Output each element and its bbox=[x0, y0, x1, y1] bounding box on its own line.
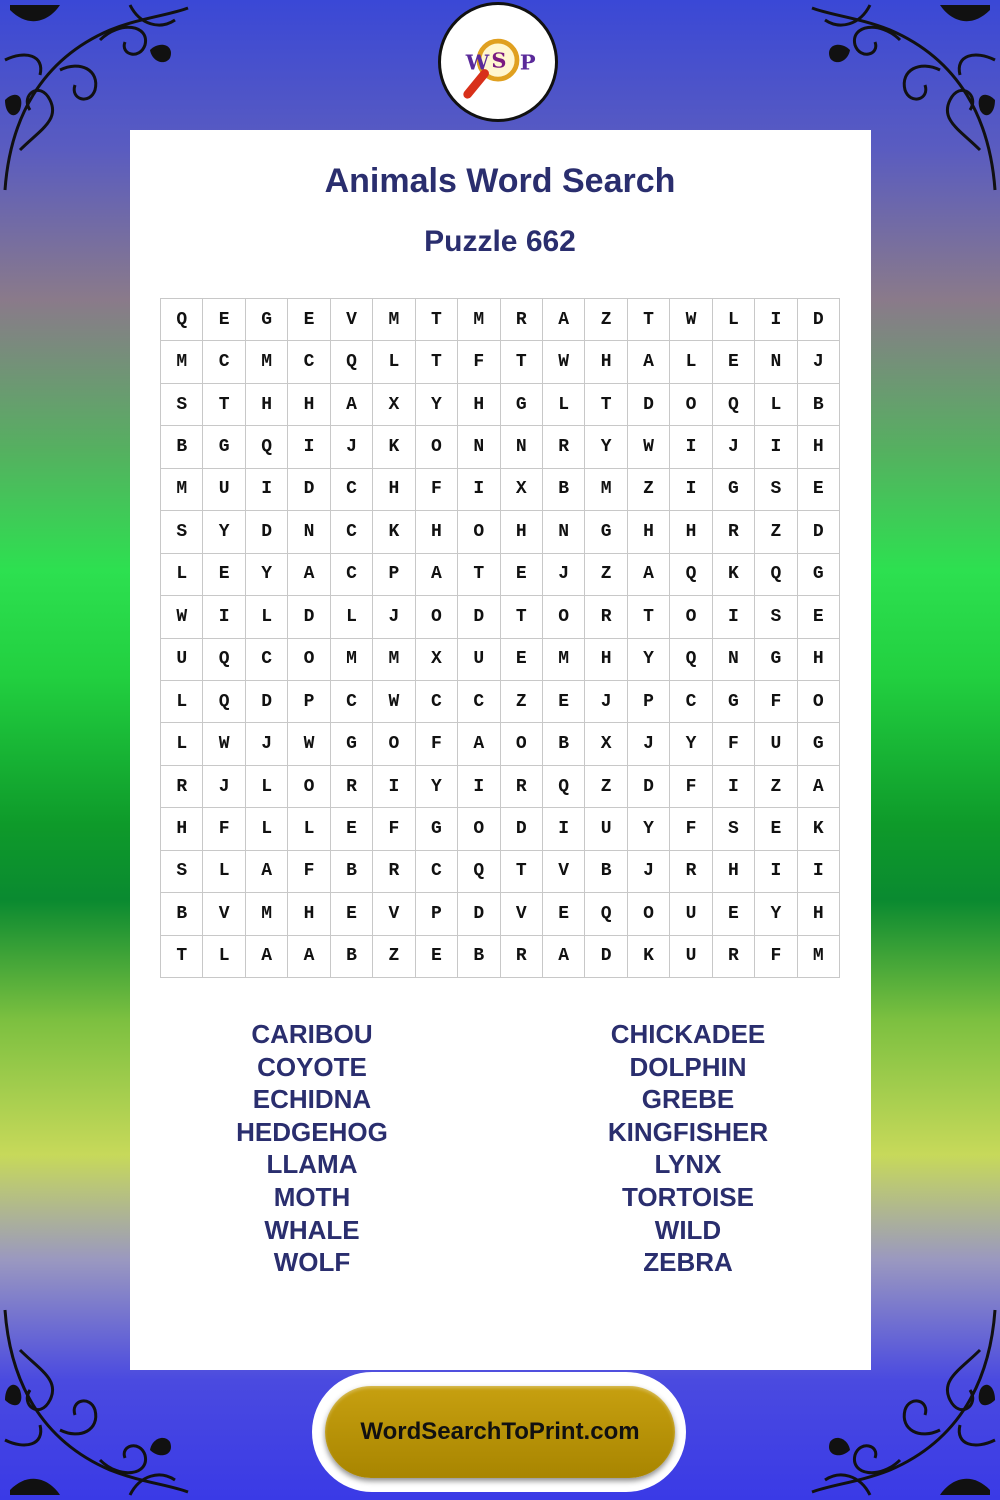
word-list-right bbox=[528, 1018, 848, 1279]
grid-cell[interactable]: G bbox=[585, 511, 627, 553]
grid-cell[interactable]: B bbox=[161, 426, 203, 468]
grid-cell[interactable]: I bbox=[713, 766, 755, 808]
word-list-item: WILD bbox=[654, 1214, 722, 1245]
grid-cell[interactable]: X bbox=[501, 469, 543, 511]
grid-cell[interactable]: D bbox=[628, 384, 670, 426]
grid-cell[interactable]: O bbox=[416, 426, 458, 468]
grid-cell[interactable]: Z bbox=[755, 766, 797, 808]
site-logo[interactable] bbox=[438, 2, 558, 122]
grid-cell[interactable]: H bbox=[798, 893, 840, 935]
grid-cell[interactable]: H bbox=[585, 639, 627, 681]
grid-cell[interactable]: Y bbox=[246, 554, 288, 596]
grid-cell[interactable]: G bbox=[501, 384, 543, 426]
grid-cell[interactable]: O bbox=[501, 723, 543, 765]
grid-cell[interactable]: Y bbox=[628, 639, 670, 681]
grid-cell[interactable]: B bbox=[543, 723, 585, 765]
grid-cell[interactable]: P bbox=[628, 681, 670, 723]
grid-cell[interactable]: V bbox=[373, 893, 415, 935]
grid-cell[interactable]: T bbox=[585, 384, 627, 426]
grid-cell[interactable]: R bbox=[501, 936, 543, 978]
grid-cell[interactable]: Q bbox=[755, 554, 797, 596]
grid-cell[interactable]: R bbox=[501, 299, 543, 341]
grid-cell[interactable]: A bbox=[628, 554, 670, 596]
grid-cell[interactable]: W bbox=[543, 341, 585, 383]
grid-cell[interactable]: H bbox=[288, 893, 330, 935]
grid-cell[interactable]: A bbox=[798, 766, 840, 808]
grid-cell[interactable]: F bbox=[416, 723, 458, 765]
grid-cell[interactable]: Y bbox=[628, 808, 670, 850]
grid-cell[interactable]: W bbox=[203, 723, 245, 765]
grid-cell[interactable]: M bbox=[246, 893, 288, 935]
grid-cell[interactable]: C bbox=[203, 341, 245, 383]
grid-cell[interactable]: C bbox=[331, 469, 373, 511]
grid-cell[interactable]: R bbox=[713, 511, 755, 553]
grid-cell[interactable]: M bbox=[585, 469, 627, 511]
logo-letter-s: S bbox=[491, 47, 507, 73]
grid-cell[interactable]: N bbox=[543, 511, 585, 553]
grid-cell[interactable]: E bbox=[713, 341, 755, 383]
grid-cell[interactable]: J bbox=[543, 554, 585, 596]
grid-cell[interactable]: D bbox=[246, 681, 288, 723]
grid-cell[interactable]: R bbox=[585, 596, 627, 638]
grid-cell[interactable]: W bbox=[161, 596, 203, 638]
grid-cell[interactable]: A bbox=[246, 936, 288, 978]
grid-cell[interactable]: D bbox=[798, 511, 840, 553]
grid-cell[interactable]: M bbox=[373, 299, 415, 341]
grid-cell[interactable]: E bbox=[288, 299, 330, 341]
grid-cell[interactable]: H bbox=[161, 808, 203, 850]
grid-cell[interactable]: O bbox=[458, 511, 500, 553]
grid-cell[interactable]: A bbox=[543, 936, 585, 978]
grid-cell[interactable]: G bbox=[755, 639, 797, 681]
logo-letter-p: P bbox=[519, 49, 536, 75]
grid-cell[interactable]: F bbox=[373, 808, 415, 850]
grid-cell[interactable]: E bbox=[416, 936, 458, 978]
grid-cell[interactable]: F bbox=[670, 766, 712, 808]
word-list-item: HEDGEHOG bbox=[236, 1116, 388, 1147]
grid-cell[interactable]: J bbox=[585, 681, 627, 723]
grid-cell[interactable]: Q bbox=[331, 341, 373, 383]
grid-cell[interactable]: X bbox=[373, 384, 415, 426]
grid-cell[interactable]: Y bbox=[416, 384, 458, 426]
grid-cell[interactable]: V bbox=[543, 851, 585, 893]
grid-cell[interactable]: L bbox=[713, 299, 755, 341]
grid-cell[interactable]: L bbox=[246, 596, 288, 638]
grid-cell[interactable]: S bbox=[161, 511, 203, 553]
grid-cell[interactable]: C bbox=[331, 681, 373, 723]
grid-cell[interactable]: R bbox=[713, 936, 755, 978]
word-list-item: WOLF bbox=[273, 1247, 351, 1278]
grid-cell[interactable]: H bbox=[246, 384, 288, 426]
grid-cell[interactable]: L bbox=[331, 596, 373, 638]
grid-cell[interactable]: S bbox=[755, 596, 797, 638]
grid-cell[interactable]: L bbox=[246, 808, 288, 850]
grid-cell[interactable]: Z bbox=[585, 299, 627, 341]
grid-cell[interactable]: E bbox=[543, 893, 585, 935]
grid-cell[interactable]: U bbox=[458, 639, 500, 681]
word-list-item: CHICKADEE bbox=[610, 1019, 766, 1049]
grid-cell[interactable]: E bbox=[331, 808, 373, 850]
word-list-item: LLAMA bbox=[266, 1149, 358, 1180]
grid-cell[interactable]: G bbox=[203, 426, 245, 468]
grid-cell[interactable]: F bbox=[713, 723, 755, 765]
grid-cell[interactable]: E bbox=[203, 299, 245, 341]
grid-cell[interactable]: R bbox=[543, 426, 585, 468]
grid-cell[interactable]: Z bbox=[373, 936, 415, 978]
grid-cell[interactable]: T bbox=[501, 596, 543, 638]
grid-cell[interactable]: J bbox=[203, 766, 245, 808]
grid-cell[interactable]: Y bbox=[755, 893, 797, 935]
grid-cell[interactable]: A bbox=[331, 384, 373, 426]
grid-cell[interactable]: J bbox=[628, 723, 670, 765]
grid-cell[interactable]: G bbox=[713, 469, 755, 511]
grid-cell[interactable]: G bbox=[416, 808, 458, 850]
grid-cell[interactable]: S bbox=[713, 808, 755, 850]
grid-cell[interactable]: Z bbox=[585, 554, 627, 596]
grid-cell[interactable]: F bbox=[288, 851, 330, 893]
grid-cell[interactable]: O bbox=[670, 596, 712, 638]
word-list-item: KINGFISHER bbox=[607, 1116, 769, 1147]
grid-cell[interactable]: L bbox=[288, 808, 330, 850]
grid-cell[interactable]: D bbox=[288, 596, 330, 638]
grid-cell[interactable]: J bbox=[628, 851, 670, 893]
grid-cell[interactable]: M bbox=[373, 639, 415, 681]
grid-cell[interactable]: L bbox=[755, 384, 797, 426]
grid-cell[interactable]: L bbox=[203, 851, 245, 893]
word-list-item: ZEBRA bbox=[643, 1247, 733, 1278]
grid-cell[interactable]: J bbox=[331, 426, 373, 468]
word-list-item: COYOTE bbox=[257, 1051, 367, 1082]
grid-cell[interactable]: Q bbox=[713, 384, 755, 426]
grid-cell[interactable]: E bbox=[203, 554, 245, 596]
grid-cell[interactable]: R bbox=[331, 766, 373, 808]
grid-cell[interactable]: G bbox=[331, 723, 373, 765]
grid-cell[interactable]: Y bbox=[585, 426, 627, 468]
grid-cell[interactable]: N bbox=[288, 511, 330, 553]
grid-cell[interactable]: M bbox=[246, 341, 288, 383]
grid-cell[interactable]: V bbox=[203, 893, 245, 935]
grid-cell[interactable]: D bbox=[585, 936, 627, 978]
grid-cell[interactable]: I bbox=[543, 808, 585, 850]
grid-cell[interactable]: L bbox=[161, 554, 203, 596]
grid-cell[interactable]: I bbox=[755, 426, 797, 468]
grid-cell[interactable]: T bbox=[628, 299, 670, 341]
grid-cell[interactable]: J bbox=[246, 723, 288, 765]
grid-cell[interactable]: L bbox=[246, 766, 288, 808]
grid-cell[interactable]: B bbox=[331, 936, 373, 978]
grid-cell[interactable]: Q bbox=[543, 766, 585, 808]
grid-cell[interactable]: K bbox=[373, 426, 415, 468]
grid-cell[interactable]: Y bbox=[203, 511, 245, 553]
grid-cell[interactable]: G bbox=[798, 554, 840, 596]
grid-cell[interactable]: R bbox=[373, 851, 415, 893]
grid-cell[interactable]: Q bbox=[203, 681, 245, 723]
grid-cell[interactable]: M bbox=[161, 341, 203, 383]
grid-cell[interactable]: T bbox=[416, 341, 458, 383]
grid-cell[interactable]: A bbox=[288, 554, 330, 596]
grid-cell[interactable]: T bbox=[628, 596, 670, 638]
word-list-item: DOLPHIN bbox=[629, 1051, 747, 1082]
grid-cell[interactable]: C bbox=[670, 681, 712, 723]
grid-cell[interactable]: H bbox=[670, 511, 712, 553]
grid-cell[interactable]: A bbox=[628, 341, 670, 383]
grid-cell[interactable]: M bbox=[161, 469, 203, 511]
logo-letter-w: W bbox=[465, 49, 490, 75]
word-list-item: MOTH bbox=[273, 1181, 351, 1212]
grid-cell[interactable]: D bbox=[798, 299, 840, 341]
grid-cell[interactable]: S bbox=[161, 384, 203, 426]
grid-cell[interactable]: F bbox=[755, 681, 797, 723]
grid-cell[interactable]: X bbox=[585, 723, 627, 765]
grid-cell[interactable]: N bbox=[501, 426, 543, 468]
grid-cell[interactable]: I bbox=[373, 766, 415, 808]
grid-cell[interactable]: E bbox=[713, 893, 755, 935]
grid-cell[interactable]: O bbox=[458, 808, 500, 850]
grid-cell[interactable]: H bbox=[798, 426, 840, 468]
grid-cell[interactable]: Z bbox=[501, 681, 543, 723]
grid-cell[interactable]: P bbox=[288, 681, 330, 723]
grid-cell[interactable]: E bbox=[798, 596, 840, 638]
grid-cell[interactable]: L bbox=[161, 723, 203, 765]
grid-cell[interactable]: C bbox=[458, 681, 500, 723]
grid-cell[interactable]: I bbox=[670, 469, 712, 511]
grid-cell[interactable]: Q bbox=[670, 639, 712, 681]
grid-cell[interactable]: C bbox=[416, 851, 458, 893]
grid-cell[interactable]: Q bbox=[670, 554, 712, 596]
grid-cell[interactable]: A bbox=[416, 554, 458, 596]
grid-cell[interactable]: C bbox=[288, 341, 330, 383]
grid-cell[interactable]: L bbox=[161, 681, 203, 723]
grid-cell[interactable]: D bbox=[501, 808, 543, 850]
grid-cell[interactable]: U bbox=[670, 936, 712, 978]
grid-cell[interactable]: L bbox=[543, 384, 585, 426]
grid-cell[interactable]: T bbox=[161, 936, 203, 978]
grid-cell[interactable]: X bbox=[416, 639, 458, 681]
grid-cell[interactable]: E bbox=[501, 554, 543, 596]
grid-cell[interactable]: L bbox=[203, 936, 245, 978]
grid-cell[interactable]: A bbox=[288, 936, 330, 978]
grid-cell[interactable]: B bbox=[331, 851, 373, 893]
grid-cell[interactable]: O bbox=[416, 596, 458, 638]
grid-cell[interactable]: C bbox=[416, 681, 458, 723]
footer-link-button[interactable] bbox=[325, 1386, 675, 1478]
grid-cell[interactable]: F bbox=[416, 469, 458, 511]
grid-cell[interactable]: H bbox=[713, 851, 755, 893]
grid-cell[interactable]: L bbox=[373, 341, 415, 383]
grid-cell[interactable]: R bbox=[161, 766, 203, 808]
grid-cell[interactable]: I bbox=[458, 469, 500, 511]
grid-cell[interactable]: G bbox=[246, 299, 288, 341]
grid-cell[interactable]: K bbox=[373, 511, 415, 553]
grid-cell[interactable]: T bbox=[501, 341, 543, 383]
grid-cell[interactable]: N bbox=[458, 426, 500, 468]
grid-cell[interactable]: S bbox=[755, 469, 797, 511]
grid-cell[interactable]: D bbox=[288, 469, 330, 511]
puzzle-number: Puzzle 662 bbox=[424, 225, 576, 258]
grid-cell[interactable]: M bbox=[331, 639, 373, 681]
grid-cell[interactable]: T bbox=[203, 384, 245, 426]
grid-cell[interactable]: F bbox=[755, 936, 797, 978]
word-list-left bbox=[152, 1018, 472, 1279]
grid-cell[interactable]: Q bbox=[585, 893, 627, 935]
grid-cell[interactable]: O bbox=[373, 723, 415, 765]
letter-grid bbox=[160, 298, 840, 978]
grid-cell[interactable]: W bbox=[628, 426, 670, 468]
grid-cell[interactable]: B bbox=[543, 469, 585, 511]
grid-cell[interactable]: J bbox=[713, 426, 755, 468]
grid-cell[interactable]: O bbox=[288, 766, 330, 808]
grid-cell[interactable]: Z bbox=[755, 511, 797, 553]
grid-cell[interactable]: U bbox=[161, 639, 203, 681]
grid-cell[interactable]: N bbox=[713, 639, 755, 681]
grid-cell[interactable]: P bbox=[373, 554, 415, 596]
grid-cell[interactable]: F bbox=[203, 808, 245, 850]
grid-cell[interactable]: D bbox=[458, 893, 500, 935]
grid-cell[interactable]: Y bbox=[416, 766, 458, 808]
grid-cell[interactable]: Q bbox=[246, 426, 288, 468]
grid-cell[interactable]: O bbox=[670, 384, 712, 426]
word-list-item: CARIBOU bbox=[251, 1019, 373, 1049]
grid-cell[interactable]: U bbox=[755, 723, 797, 765]
grid-cell[interactable]: Y bbox=[670, 723, 712, 765]
grid-cell[interactable]: O bbox=[628, 893, 670, 935]
grid-cell[interactable]: Z bbox=[628, 469, 670, 511]
grid-cell[interactable]: W bbox=[288, 723, 330, 765]
grid-cell[interactable]: C bbox=[246, 639, 288, 681]
grid-cell[interactable]: C bbox=[331, 554, 373, 596]
grid-cell[interactable]: W bbox=[670, 299, 712, 341]
grid-cell[interactable]: H bbox=[458, 384, 500, 426]
grid-cell[interactable]: D bbox=[458, 596, 500, 638]
word-list-item: LYNX bbox=[654, 1149, 722, 1180]
grid-cell[interactable]: F bbox=[458, 341, 500, 383]
grid-cell[interactable]: E bbox=[543, 681, 585, 723]
grid-cell[interactable]: T bbox=[501, 851, 543, 893]
grid-cell[interactable]: R bbox=[670, 851, 712, 893]
grid-cell[interactable]: B bbox=[161, 893, 203, 935]
magnifier-logo-icon bbox=[441, 5, 555, 119]
grid-cell[interactable]: G bbox=[713, 681, 755, 723]
grid-cell[interactable]: Q bbox=[161, 299, 203, 341]
grid-cell[interactable]: M bbox=[543, 639, 585, 681]
grid-cell[interactable]: D bbox=[628, 766, 670, 808]
grid-cell[interactable]: I bbox=[670, 426, 712, 468]
grid-cell[interactable]: M bbox=[458, 299, 500, 341]
word-list-item: TORTOISE bbox=[622, 1181, 754, 1212]
grid-cell[interactable]: H bbox=[585, 341, 627, 383]
grid-cell[interactable]: L bbox=[670, 341, 712, 383]
grid-cell[interactable]: H bbox=[501, 511, 543, 553]
grid-cell[interactable]: T bbox=[416, 299, 458, 341]
grid-cell[interactable]: U bbox=[585, 808, 627, 850]
grid-cell[interactable]: R bbox=[501, 766, 543, 808]
grid-cell[interactable]: Q bbox=[458, 851, 500, 893]
grid-cell[interactable]: E bbox=[501, 639, 543, 681]
grid-cell[interactable]: V bbox=[501, 893, 543, 935]
grid-cell[interactable]: T bbox=[458, 554, 500, 596]
grid-cell[interactable]: H bbox=[798, 639, 840, 681]
grid-cell[interactable]: D bbox=[246, 511, 288, 553]
grid-cell[interactable]: C bbox=[331, 511, 373, 553]
grid-cell[interactable]: W bbox=[373, 681, 415, 723]
grid-cell[interactable]: Q bbox=[203, 639, 245, 681]
grid-cell[interactable]: H bbox=[628, 511, 670, 553]
grid-cell[interactable]: E bbox=[798, 469, 840, 511]
grid-cell[interactable]: E bbox=[755, 808, 797, 850]
grid-cell[interactable]: O bbox=[543, 596, 585, 638]
footer-link-text: WordSearchToPrint.com bbox=[360, 1418, 640, 1445]
grid-cell[interactable]: I bbox=[798, 851, 840, 893]
grid-cell[interactable]: I bbox=[458, 766, 500, 808]
grid-cell[interactable]: P bbox=[416, 893, 458, 935]
grid-cell[interactable]: O bbox=[798, 681, 840, 723]
grid-cell[interactable]: I bbox=[203, 596, 245, 638]
word-list-item: WHALE bbox=[264, 1214, 360, 1245]
grid-cell[interactable]: O bbox=[288, 639, 330, 681]
grid-cell[interactable]: U bbox=[203, 469, 245, 511]
grid-cell[interactable]: I bbox=[755, 299, 797, 341]
grid-cell[interactable]: M bbox=[798, 936, 840, 978]
word-list-item: ECHIDNA bbox=[252, 1084, 372, 1115]
grid-cell[interactable]: K bbox=[798, 808, 840, 850]
grid-cell[interactable]: B bbox=[458, 936, 500, 978]
grid-cell[interactable]: H bbox=[373, 469, 415, 511]
grid-cell[interactable]: B bbox=[585, 851, 627, 893]
grid-cell[interactable]: I bbox=[288, 426, 330, 468]
grid-cell[interactable]: N bbox=[755, 341, 797, 383]
grid-cell[interactable]: I bbox=[713, 596, 755, 638]
grid-cell[interactable]: S bbox=[161, 851, 203, 893]
grid-cell[interactable]: V bbox=[331, 299, 373, 341]
grid-cell[interactable]: A bbox=[246, 851, 288, 893]
grid-cell[interactable]: K bbox=[628, 936, 670, 978]
grid-cell[interactable]: G bbox=[798, 723, 840, 765]
grid-cell[interactable]: Z bbox=[585, 766, 627, 808]
grid-cell[interactable]: H bbox=[288, 384, 330, 426]
grid-cell[interactable]: E bbox=[331, 893, 373, 935]
grid-cell[interactable]: B bbox=[798, 384, 840, 426]
grid-cell[interactable]: K bbox=[713, 554, 755, 596]
grid-cell[interactable]: I bbox=[246, 469, 288, 511]
grid-cell[interactable]: F bbox=[670, 808, 712, 850]
grid-cell[interactable]: H bbox=[416, 511, 458, 553]
grid-cell[interactable]: A bbox=[543, 299, 585, 341]
grid-cell[interactable]: J bbox=[373, 596, 415, 638]
grid-cell[interactable]: U bbox=[670, 893, 712, 935]
word-list-item: GREBE bbox=[641, 1084, 735, 1115]
page-title: Animals Word Search bbox=[324, 162, 676, 200]
grid-cell[interactable]: A bbox=[458, 723, 500, 765]
grid-cell[interactable]: J bbox=[798, 341, 840, 383]
grid-cell[interactable]: I bbox=[755, 851, 797, 893]
